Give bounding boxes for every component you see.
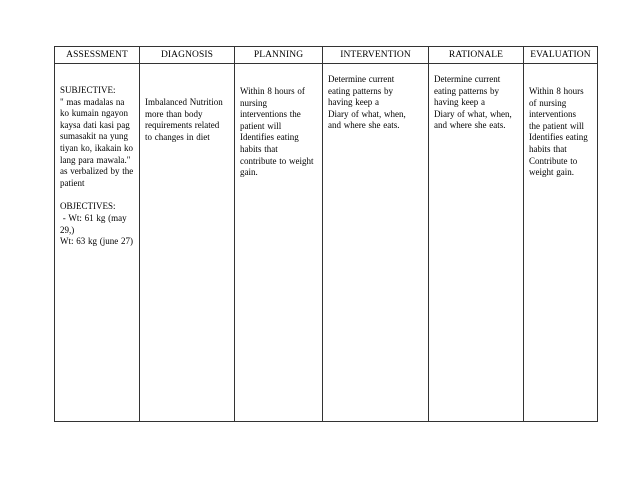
subjective-line: as verbalized by the — [60, 166, 134, 177]
planning-cell — [235, 64, 323, 422]
evaluation-line: habits that — [529, 143, 567, 154]
planning-line: gain. — [240, 167, 258, 178]
objectives-line: Wt: 63 kg (june 27) — [60, 236, 133, 247]
planning-line: nursing — [240, 97, 267, 108]
planning-line: contribute to weight — [240, 155, 314, 166]
subjective-label: SUBJECTIVE: — [60, 85, 116, 95]
planning-line: habits that — [240, 143, 278, 154]
subjective-line: patient — [60, 177, 85, 188]
planning-line: Identifies eating — [240, 132, 299, 143]
intervention-line: Diary of what, when, — [328, 108, 406, 119]
planning-line: patient will — [240, 120, 282, 131]
rationale-line: Determine current — [434, 74, 501, 84]
nursing-care-plan-table — [54, 46, 598, 422]
subjective-line: " mas madalas na — [60, 96, 125, 107]
objectives-line: 29,) — [60, 224, 75, 235]
diagnosis-cell — [140, 64, 235, 422]
header-planning: PLANNING — [235, 47, 323, 64]
rationale-line: and where she eats. — [434, 120, 506, 131]
subjective-line: ko kumain ngayon — [60, 108, 128, 119]
intervention-cell — [323, 64, 429, 422]
evaluation-line: interventions — [529, 109, 576, 120]
assessment-cell — [55, 64, 140, 422]
diagnosis-line: requirements related — [145, 120, 220, 131]
evaluation-line: Contribute to — [529, 155, 578, 166]
rationale-cell — [429, 64, 524, 422]
subjective-line: lang para mawala." — [60, 154, 131, 165]
intervention-line: and where she eats. — [328, 120, 400, 131]
planning-line: interventions the — [240, 109, 301, 120]
intervention-line: Determine current — [328, 74, 395, 84]
header-rationale: RATIONALE — [429, 47, 524, 64]
header-intervention: INTERVENTION — [323, 47, 429, 64]
objectives-line: - Wt: 61 kg (may — [60, 212, 127, 223]
evaluation-line: Identifies eating — [529, 132, 588, 143]
rationale-line: eating patterns by — [434, 85, 499, 96]
rationale-line: having keep a — [434, 97, 485, 108]
header-evaluation: EVALUATION — [524, 47, 598, 64]
header-assessment: ASSESSMENT — [55, 47, 140, 64]
evaluation-cell — [524, 64, 598, 422]
evaluation-line: the patient will — [529, 120, 584, 131]
header-row — [55, 47, 598, 64]
evaluation-line: weight gain. — [529, 167, 574, 178]
intervention-line: having keep a — [328, 97, 379, 108]
header-diagnosis: DIAGNOSIS — [140, 47, 235, 64]
evaluation-line: of nursing — [529, 97, 567, 108]
subjective-line: kaysa dati kasi pag — [60, 119, 130, 130]
diagnosis-line: to changes in diet — [145, 131, 210, 142]
subjective-line: tiyan ko, ikakain ko — [60, 142, 133, 153]
objectives-label: OBJECTIVES: — [60, 201, 116, 212]
diagnosis-line: Imbalanced Nutrition — [145, 97, 223, 107]
rationale-line: Diary of what, when, — [434, 108, 512, 119]
evaluation-line: Within 8 hours — [529, 86, 584, 96]
planning-line: Within 8 hours of — [240, 86, 305, 96]
intervention-line: eating patterns by — [328, 85, 393, 96]
diagnosis-line: more than body — [145, 108, 203, 119]
content-row — [55, 64, 598, 422]
subjective-line: sumasakit na yung — [60, 131, 128, 142]
